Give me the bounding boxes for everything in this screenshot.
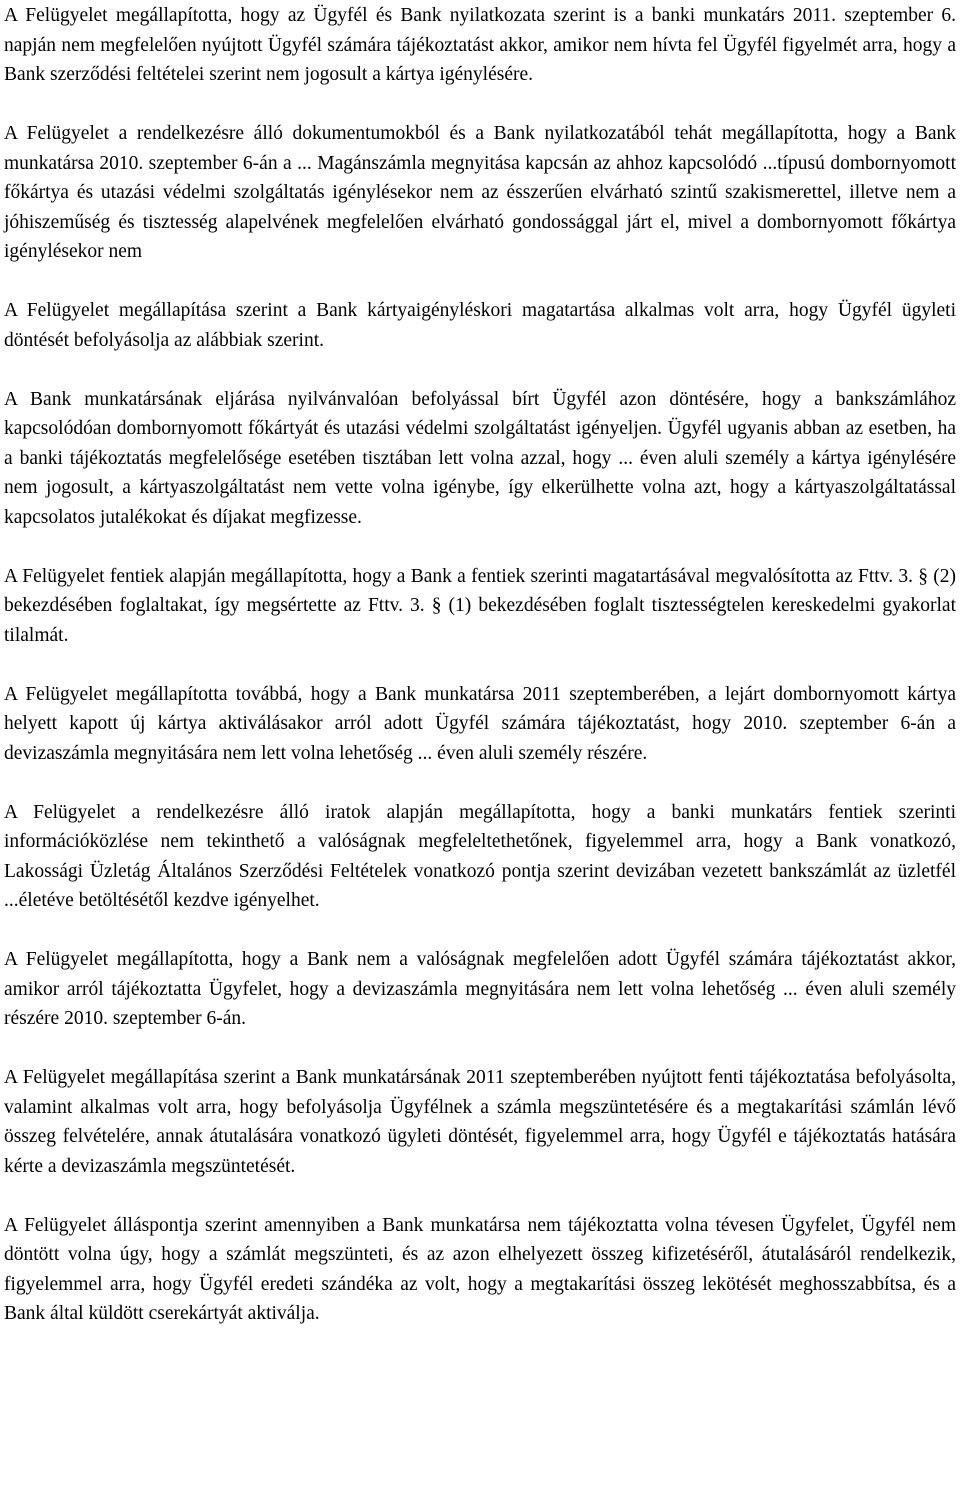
paragraph-9: A Felügyelet megállapítása szerint a Bank munkatársának 2011 szeptemberében nyújtott fenti tájékoztatása befolyásolta, valamint alkalmas volt arra, hogy befolyásolja Ügyfélnek a számla megszüntetésére és a megtakarítási számlán lévő összeg felvételére, annak átutalására vonatkozó ügyleti döntését, figyelemmel arra, hogy Ügyfél e tájékoztatás hatására kérte a devizaszámla megszüntetését. <box>4 1067 956 1177</box>
paragraph-5: A Felügyelet fentiek alapján megállapította, hogy a Bank a fentiek szerinti magatartásával megvalósította az Fttv. 3. § (2) bekezdésében foglaltakat, így megsértette az Fttv. 3. § (1) bekezdésében foglalt tisztességtelen kereskedelmi gyakorlat tilalmát. <box>4 565 956 646</box>
paragraph-4: A Bank munkatársának eljárása nyilvánvalóan befolyással bírt Ügyfél azon döntésére, hogy a bankszámlához kapcsolódóan dombornyomott főkártyát és utazási védelmi szolgáltatást igényeljen. Ügyfél ugyanis abban az esetben, ha a banki tájékoztatás megfelelősége esetében tisztában lett volna azzal, hogy ... éven aluli személy a kártya igénylésére nem jogosult, a kártyaszolgáltatást nem vette volna igénybe, így elkerülhette volna azt, hogy a kártyaszolgáltatással kapcsolatos jutalékokat és díjakat megfizesse. <box>4 388 956 528</box>
paragraph-6: A Felügyelet megállapította továbbá, hogy a Bank munkatársa 2011 szeptemberében, a lejárt dombornyomott kártya helyett kapott új kártya aktiválásakor arról adott Ügyfél számára tájékoztatást, hogy 2010. szeptember 6-án a devizaszámla megnyitására nem lett volna lehetőség ... éven aluli személy részére. <box>4 683 956 764</box>
paragraph-7: A Felügyelet a rendelkezésre álló iratok alapján megállapította, hogy a banki munkatárs fentiek szerinti információközlése nem tekinthető a valóságnak megfeleltethetőnek, figyelemmel arra, hogy a Bank vonatkozó, Lakossági Üzletág Általános Szerződési Feltételek vonatkozó pontja szerint devizában vezetett bankszámlát az üzletfél ...életéve betöltésétől kezdve igényelhet. <box>4 801 956 911</box>
paragraph-8: A Felügyelet megállapította, hogy a Bank nem a valóságnak megfelelően adott Ügyfél számára tájékoztatást akkor, amikor arról tájékoztatta Ügyfelet, hogy a devizaszámla megnyitására nem lett volna lehetőség ... éven aluli személy részére 2010. szeptember 6-án. <box>4 949 956 1029</box>
paragraph-3: A Felügyelet megállapítása szerint a Bank kártyaigényléskori magatartása alkalmas volt arra, hogy Ügyfél ügyleti döntését befolyásolja az alábbiak szerint. <box>4 300 956 351</box>
paragraph-1: A Felügyelet megállapította, hogy az Ügyfél és Bank nyilatkozata szerint is a banki munkatárs 2011. szeptember 6. napján nem megfelelően nyújtott Ügyfél számára tájékoztatást akkor, amikor nem hívta fel Ügyfél figyelmét arra, hogy a Bank szerződési feltételei szerint nem jogosult a kártya igénylésére. <box>4 5 956 85</box>
paragraph-2: A Felügyelet a rendelkezésre álló dokumentumokból és a Bank nyilatkozatából tehát megállapította, hogy a Bank munkatársa 2010. szeptember 6-án a ... Magánszámla megnyitása kapcsán az ahhoz kapcsolódó ...típusú dombornyomott főkártya és utazási védelmi szolgáltatás igénylésekor nem az ésszerűen elvárható szintű szakismerettel, illetve nem a jóhiszeműség és tisztesség alapelvének megfelelően elvárható gondossággal járt el, mivel a dombornyomott főkártya igénylésekor nem <box>4 123 956 262</box>
paragraph-10: A Felügyelet álláspontja szerint amennyiben a Bank munkatársa nem tájékoztatta volna tévesen Ügyfelet, Ügyfél nem döntött volna úgy, hogy a számlát megszünteti, és az azon elhelyezett összeg kifizetéséről, átutalásáról rendelkezik, figyelemmel arra, hogy Ügyfél eredeti szándéka az volt, hogy a megtakarítási összeg lekötését meghosszabbítsa, és a Bank által küldött cserekártyát aktiválja. <box>4 1214 956 1324</box>
